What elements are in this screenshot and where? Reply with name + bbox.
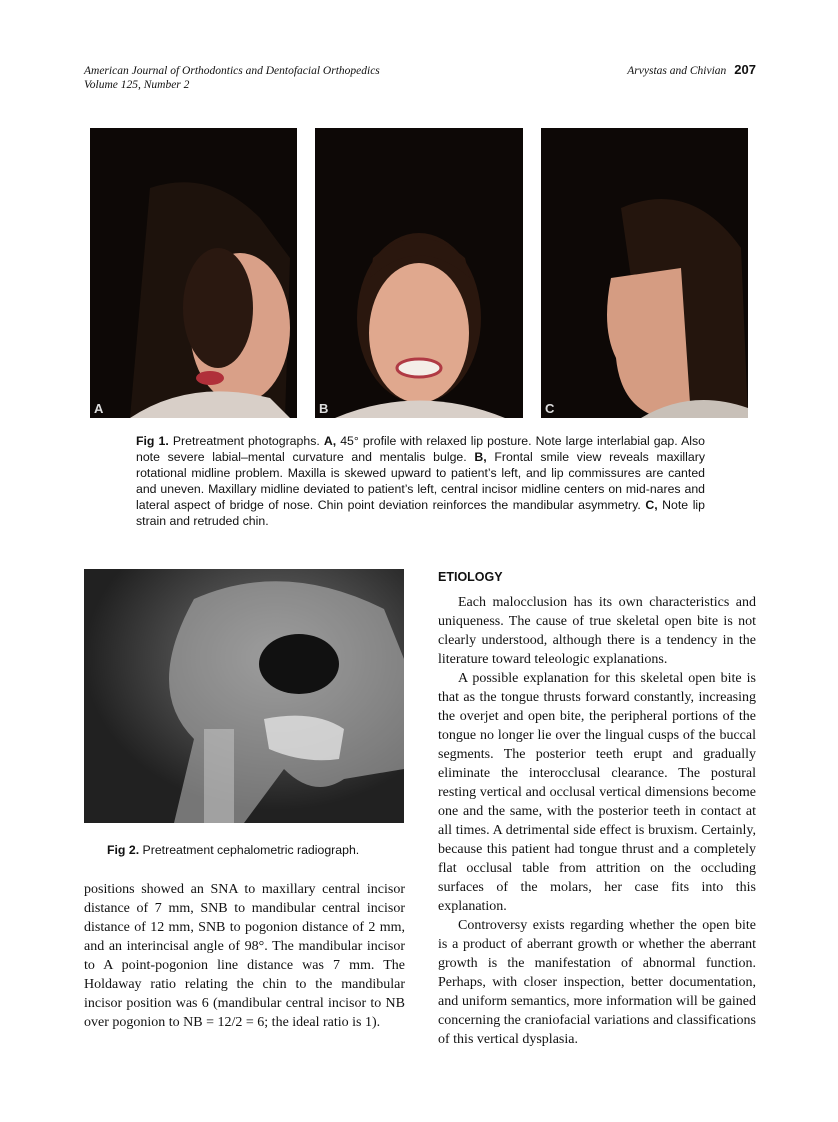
photo-label-c: C: [545, 401, 555, 416]
caption-text: Pretreatment cephalometric radiograph.: [139, 843, 360, 857]
photo-a-profile: [90, 128, 297, 418]
body-paragraph: positions showed an SNA to maxillary central incisor distance of 7 mm, SNB to mandibular central incisor distance of 12 mm, SNB to pogonion distance of 2 mm, and an interincisal angle of 98°. The mandibular incisor to A point-pogonion line distance was 7 mm. The Holdaway ratio relating the chin to the mandibular incisor position was 6 (mandibular central incisor to NB over pogonion to NB = 12/2 = 6; the ideal ratio is 1).: [84, 882, 405, 1030]
body-paragraph: A possible explanation for this skeletal open bite is that as the tongue thrusts forward constantly, increasing the overjet and open bite, the peripheral portions of the tongue no longer lie over the lingual cusps of the buccal segments. The posterior teeth erupt and gradually eliminate the interocclusal clearance. The postural resting vertical and occlusal vertical dimensions become one and the same, with the posterior teeth in contact at all times. A detrimental side effect is bruxism. Certainly, because this patient had tongue thrust and a completely flat occlusal table from attrition on the occluding surfaces of the molars, her case fits into this explanation.: [438, 671, 756, 914]
photo-label-a: A: [94, 401, 104, 416]
cephalometric-radiograph: [84, 569, 404, 823]
section-heading: ETIOLOGY: [438, 570, 503, 584]
caption-part-label: C,: [645, 498, 658, 512]
photo-c-profile: [541, 128, 748, 418]
body-paragraph: Controversy exists regarding whether the open bite is a product of aberrant growth or whether the aberrant growth is the manifestation of abnormal function. Perhaps, with closer inspection, better documentation, and uniform semantics, more information will be gained concerning the craniofacial variations and classifications of this vertical dysplasia.: [438, 918, 756, 1047]
caption-label: Fig 1.: [136, 434, 169, 448]
right-column: [438, 568, 756, 1049]
fig1-caption: [136, 433, 705, 529]
left-column: [84, 880, 405, 1032]
caption-part-label: B,: [474, 450, 487, 464]
caption-text: Frontal smile view reveals maxillary rotational midline problem. Maxilla is skewed upward to patient’s left, and lip commissures are canted and uneven. Maxillary midline deviated to patient’s left, central incisor midline centers on mid-nares and lateral aspect of bridge of nose. Chin point deviation reinforces the mandibular asymmetry.: [136, 450, 705, 512]
body-paragraph: Each malocclusion has its own characteristics and uniqueness. The cause of true skeletal open bite is not clearly understood, although there is a tendency in the literature toward teleologic explanations.: [438, 595, 756, 667]
running-header-left: [84, 64, 380, 92]
caption-label: Fig 2.: [107, 843, 140, 857]
journal-volume: Volume 125, Number 2: [84, 79, 190, 91]
photo-b-frontal-smile: [315, 128, 523, 418]
page-number: 207: [734, 62, 756, 77]
photo-label-b: B: [319, 401, 329, 416]
caption-text: Pretreatment photographs.: [168, 434, 324, 448]
caption-part-label: A,: [323, 434, 337, 448]
caption-text: Note lip strain and retruded chin.: [136, 498, 705, 528]
caption-text: 45° profile with relaxed lip posture. Note large interlabial gap. Also note severe labial–mental curvature and mentalis bulge.: [136, 434, 705, 464]
running-header-right: [627, 63, 756, 78]
fig2-caption: [107, 842, 407, 858]
authors: Arvystas and Chivian: [627, 65, 727, 77]
journal-title: American Journal of Orthodontics and Dentofacial Orthopedics: [84, 65, 380, 77]
